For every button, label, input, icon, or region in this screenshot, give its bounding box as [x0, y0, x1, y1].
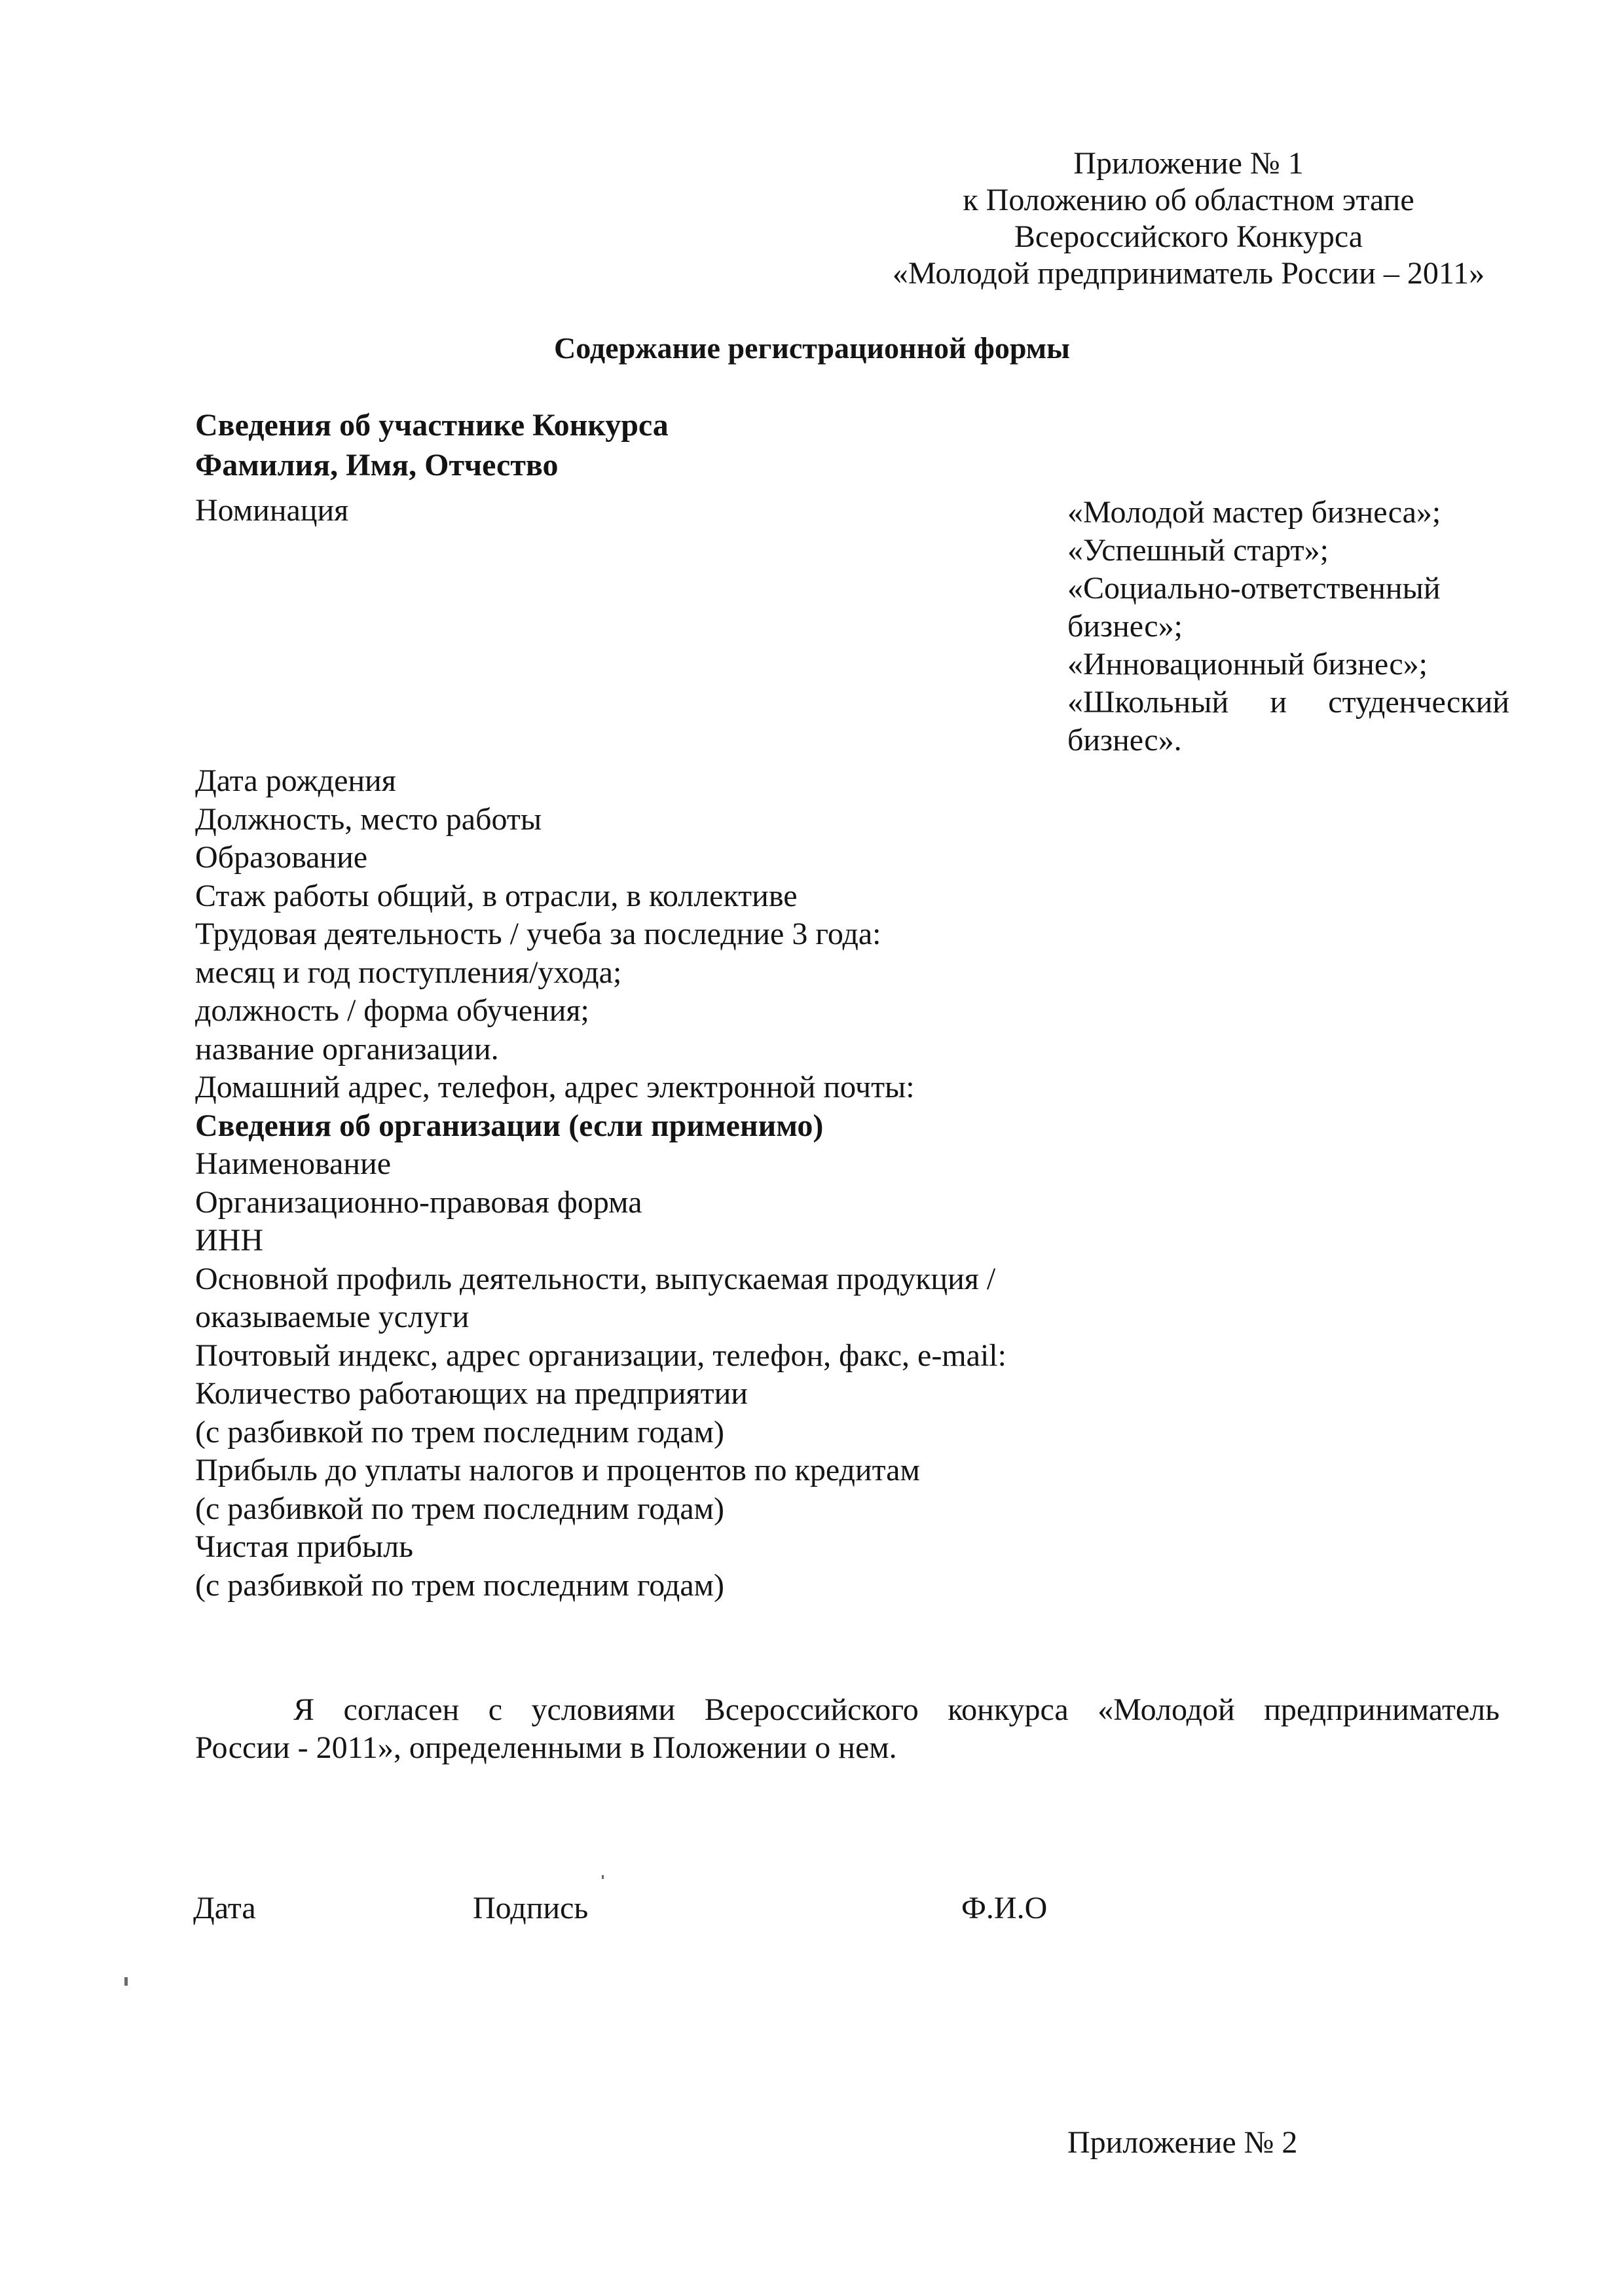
organization-heading: Сведения об организации (если применимо) [195, 1108, 824, 1143]
scan-speck [602, 1875, 604, 1879]
field-birth-date: Дата рождения [195, 763, 396, 798]
agreement-line: Я согласен с условиями Всероссийского конкурса «Молодой предприниматель [293, 1692, 1500, 1727]
signature-label: Подпись [473, 1891, 589, 1925]
field-work-history: Трудовая деятельность / учеба за последние 3 года: [195, 917, 881, 951]
field-profile: Основной профиль деятельности, выпускаемая продукция / [195, 1261, 996, 1296]
field-org-name: Наименование [195, 1146, 392, 1181]
nomination-list [1067, 494, 1509, 759]
agreement-line: России - 2011», определенными в Положении о нем. [195, 1730, 897, 1765]
form-field-list [195, 762, 1439, 1605]
nomination-item [1067, 683, 1509, 721]
fio-label: Ф.И.О [961, 1891, 1048, 1925]
field-position: Должность, место работы [195, 801, 542, 837]
field-profile-continued: оказываемые услуги [195, 1300, 470, 1334]
nomination-word: «Школьный [1067, 685, 1229, 720]
appendix-contest: Всероссийского Конкурса [1014, 219, 1363, 254]
field-home-address: Домашний адрес, телефон, адрес электронной почты: [195, 1070, 915, 1104]
field-net-profit: Чистая прибыль [195, 1529, 414, 1564]
name-label: Фамилия, Имя, Отчество [195, 448, 559, 483]
appendix-number: Приложение № 1 [1073, 146, 1304, 181]
nomination-word: и [1270, 685, 1287, 720]
participant-heading: Сведения об участнике Конкурса [195, 408, 669, 443]
nomination-item: «Успешный старт»; [1067, 533, 1329, 568]
nomination-word: студенческий [1328, 685, 1509, 720]
nomination-item: «Социально-ответственный [1067, 571, 1441, 606]
field-employees: Количество работающих на предприятии [195, 1376, 748, 1411]
field-education: Образование [195, 840, 368, 875]
appendix-header [845, 145, 1532, 292]
field-profit: Прибыль до уплаты налогов и процентов по кредитам [195, 1453, 920, 1487]
nomination-item: «Инновационный бизнес»; [1067, 647, 1428, 682]
scan-speck [124, 1977, 128, 1986]
nomination-label: Номинация [195, 493, 349, 528]
appendix-reference: к Положению об областном этапе [963, 183, 1414, 217]
field-experience: Стаж работы общий, в отрасли, в коллективе [195, 878, 798, 913]
nomination-item-continued: бизнес». [1067, 723, 1182, 757]
nomination-item: «Молодой мастер бизнеса»; [1067, 495, 1441, 530]
field-profit-note: (с разбивкой по трем последним годам) [195, 1491, 725, 1526]
field-work-subitem: месяц и год поступления/ухода; [195, 955, 622, 990]
field-net-profit-note: (с разбивкой по трем последним годам) [195, 1567, 725, 1603]
agreement-paragraph [195, 1691, 1500, 1767]
field-employees-note: (с разбивкой по трем последним годам) [195, 1414, 725, 1449]
field-org-contacts: Почтовый индекс, адрес организации, телефон, факс, e-mail: [195, 1338, 1006, 1373]
field-legal-form: Организационно-правовая форма [195, 1184, 642, 1220]
field-inn: ИНН [195, 1223, 263, 1258]
field-work-subitem: название организации. [195, 1031, 499, 1066]
appendix-contest-name: «Молодой предприниматель России – 2011» [892, 256, 1485, 291]
appendix-2-label: Приложение № 2 [1067, 2125, 1298, 2160]
nomination-item-continued: бизнес»; [1067, 609, 1183, 644]
page-title: Содержание регистрационной формы [554, 331, 1070, 365]
field-work-subitem: должность / форма обучения; [195, 993, 589, 1028]
date-label: Дата [193, 1891, 256, 1925]
